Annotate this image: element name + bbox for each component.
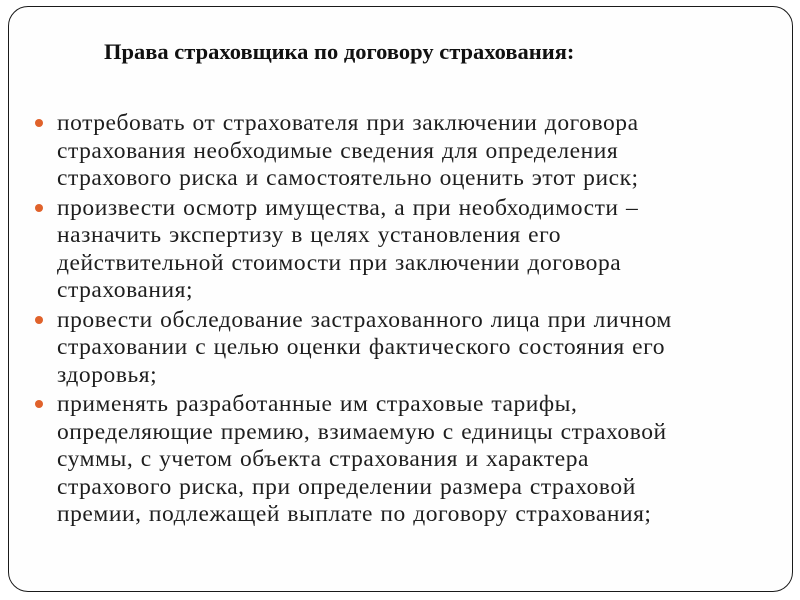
bullet-dot-icon	[35, 400, 43, 408]
bullet-dot-icon	[35, 204, 43, 212]
bullet-text	[57, 195, 780, 305]
bullet-line: здоровья;	[57, 361, 158, 388]
bullet-line: премии, подлежащей выплате по договору страхования;	[57, 501, 652, 527]
bullet-line: применять разработанные им страховые тарифы,	[57, 391, 578, 417]
bullet-dot-icon	[35, 119, 43, 127]
bullet-item	[35, 195, 780, 305]
bullet-text	[57, 110, 780, 193]
bullet-line: страхования;	[57, 277, 194, 303]
bullet-line: потребовать от страхователя при заключении договора	[57, 110, 639, 136]
bullet-line: суммы, с учетом объекта страхования и характера	[57, 446, 589, 472]
bullet-text	[57, 391, 780, 529]
bullet-line: назначить экспертизу в целях установления его	[57, 222, 562, 248]
bullet-line: страхования необходимые сведения для определения	[57, 137, 619, 164]
slide-title: Права страховщика по договору страхования:	[104, 39, 575, 64]
bullet-line: страхового риска и самостоятельно оценить этот риск;	[57, 165, 639, 191]
bullet-item	[35, 110, 780, 193]
bullet-line: провести обследование застрахованного лица при личном	[57, 306, 672, 333]
bullet-line: страховании с целью оценки фактического состояния его	[57, 334, 665, 360]
bullet-line: определяющие премию, взимаемую с единицы страховой	[57, 418, 667, 445]
bullet-line: действительной стоимости при заключении договора	[57, 249, 622, 276]
bullet-dot-icon	[35, 316, 43, 324]
bullet-line: страхового риска, при определении размера страховой	[57, 473, 636, 500]
bullet-list	[35, 110, 780, 531]
bullet-text	[57, 307, 780, 390]
slide-frame	[8, 6, 793, 592]
bullet-line: произвести осмотр имущества, а при необходимости –	[57, 194, 639, 221]
bullet-item	[35, 391, 780, 529]
bullet-item	[35, 307, 780, 390]
